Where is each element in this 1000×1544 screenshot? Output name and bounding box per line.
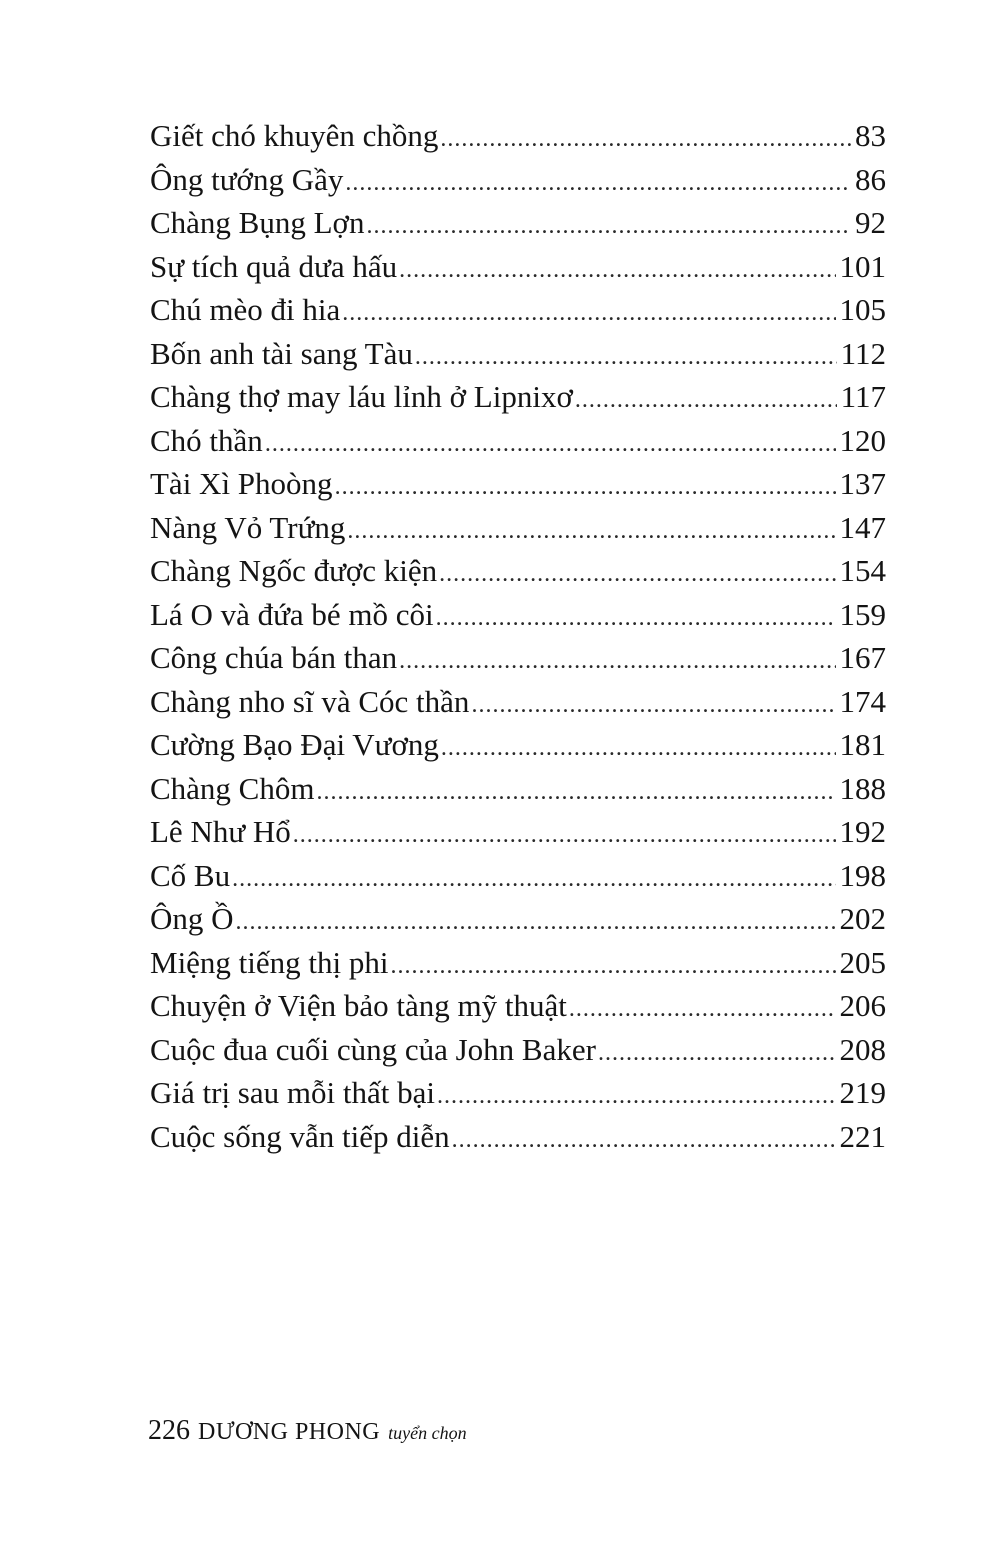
toc-entry-title: Tài Xì Phoòng <box>150 466 333 501</box>
toc-entry-page: 219 <box>839 1075 886 1110</box>
dot-leader <box>440 118 851 162</box>
dot-leader <box>366 205 851 249</box>
page-footer <box>148 1415 467 1447</box>
toc-entry-page: 198 <box>839 857 886 893</box>
toc-entry-page: 83 <box>855 118 886 153</box>
dot-leader <box>236 901 836 945</box>
dot-leader <box>265 423 836 467</box>
dot-leader <box>399 640 835 684</box>
dot-leader <box>335 466 836 510</box>
toc-entry <box>150 810 886 854</box>
toc-entry <box>150 114 886 158</box>
toc-entry-title: Cuộc đua cuối cùng của John Baker <box>150 1031 596 1067</box>
toc-entry <box>150 636 886 680</box>
toc-entry-title: Giá trị sau mỗi thất bại <box>150 1075 435 1110</box>
dot-leader <box>399 249 835 293</box>
toc-entry-title: Ông tướng Gầy <box>150 161 344 197</box>
dot-leader <box>415 336 837 380</box>
toc-entry-title: Sự tích quả dưa hấu <box>150 248 398 284</box>
toc-entry-page: 208 <box>839 1031 886 1067</box>
toc-entry <box>150 332 886 376</box>
toc-entry-title: Nàng Vỏ Trứng <box>150 509 346 545</box>
toc-entry-page: 221 <box>839 1118 886 1154</box>
toc-entry-page: 181 <box>839 727 886 762</box>
toc-entry <box>150 375 886 419</box>
dot-leader <box>452 1119 836 1163</box>
toc-entry-page: 202 <box>839 901 886 936</box>
toc-entry <box>150 941 886 985</box>
toc-entry <box>150 201 886 245</box>
toc-entry-title: Chàng Chôm <box>150 770 315 806</box>
toc-entry-page: 120 <box>839 422 886 458</box>
toc-entry-title: Chàng thợ may láu lỉnh ở Lipnixơ <box>150 379 573 414</box>
toc-entry <box>150 984 886 1028</box>
toc-entry-page: 147 <box>839 509 886 545</box>
toc-entry-page: 206 <box>839 988 886 1023</box>
dot-leader <box>345 162 851 206</box>
toc-entry-title: Chàng nho sĩ và Cóc thần <box>150 683 470 719</box>
toc-entry-title: Lê Như Hổ <box>150 814 291 849</box>
toc-entry-title: Cường Bạo Đại Vương <box>150 727 439 762</box>
toc-entry-page: 192 <box>839 814 886 849</box>
dot-leader <box>439 553 835 597</box>
toc-entry-page: 101 <box>839 248 886 284</box>
dot-leader <box>342 292 835 336</box>
toc-entry <box>150 1071 886 1115</box>
dot-leader <box>232 858 835 902</box>
toc-entry-page: 86 <box>855 161 886 197</box>
dot-leader <box>316 771 835 815</box>
dot-leader <box>347 510 835 554</box>
toc-entry-page: 105 <box>839 292 886 327</box>
toc-entry <box>150 1028 886 1072</box>
dot-leader <box>471 684 835 728</box>
toc-entry <box>150 723 886 767</box>
toc-entry-title: Chó thần <box>150 422 263 458</box>
toc-entry <box>150 462 886 506</box>
toc-entry-page: 188 <box>839 770 886 806</box>
dot-leader <box>436 597 836 641</box>
toc-entry <box>150 767 886 811</box>
dot-leader <box>575 379 837 423</box>
toc-entry-page: 137 <box>839 466 886 501</box>
toc-entry-page: 167 <box>839 640 886 675</box>
toc-entry <box>150 593 886 637</box>
toc-entry-page: 117 <box>840 379 886 414</box>
toc-entry <box>150 419 886 463</box>
toc-entry-page: 159 <box>839 596 886 632</box>
table-of-contents <box>150 114 886 1158</box>
toc-entry <box>150 288 886 332</box>
toc-entry <box>150 506 886 550</box>
toc-entry-title: Miệng tiếng thị phi <box>150 944 389 980</box>
toc-entry-title: Chàng Bụng Lợn <box>150 205 365 240</box>
toc-entry-title: Chàng Ngốc được kiện <box>150 553 438 588</box>
dot-leader <box>569 988 836 1032</box>
dot-leader <box>391 945 836 989</box>
toc-entry-title: Ông Ồ <box>150 901 234 936</box>
toc-entry-page: 154 <box>839 553 886 588</box>
toc-entry <box>150 680 886 724</box>
dot-leader <box>441 727 836 771</box>
toc-entry-title: Công chúa bán than <box>150 640 398 675</box>
toc-entry <box>150 897 886 941</box>
dot-leader <box>598 1032 836 1076</box>
page-number: 226 <box>148 1415 190 1446</box>
toc-entry-title: Giết chó khuyên chồng <box>150 118 439 153</box>
toc-entry <box>150 854 886 898</box>
toc-entry-title: Chú mèo đi hia <box>150 292 341 327</box>
dot-leader <box>293 814 836 858</box>
toc-entry-title: Cuộc sống vẫn tiếp diễn <box>150 1118 450 1154</box>
footer-author: DƯƠNG PHONG <box>198 1419 381 1445</box>
toc-entry-title: Lá O và đứa bé mồ côi <box>150 596 434 632</box>
toc-entry-page: 174 <box>839 683 886 719</box>
toc-entry-title: Cố Bu <box>150 857 231 893</box>
toc-entry <box>150 158 886 202</box>
toc-entry-title: Chuyện ở Viện bảo tàng mỹ thuật <box>150 988 567 1023</box>
toc-entry-page: 205 <box>839 944 886 980</box>
toc-entry <box>150 549 886 593</box>
toc-entry <box>150 1115 886 1159</box>
dot-leader <box>437 1075 836 1119</box>
toc-entry-page: 92 <box>855 205 886 240</box>
toc-entry-title: Bốn anh tài sang Tàu <box>150 335 413 371</box>
footer-subtitle: tuyển chọn <box>388 1423 467 1443</box>
toc-entry <box>150 245 886 289</box>
toc-entry-page: 112 <box>840 335 886 371</box>
